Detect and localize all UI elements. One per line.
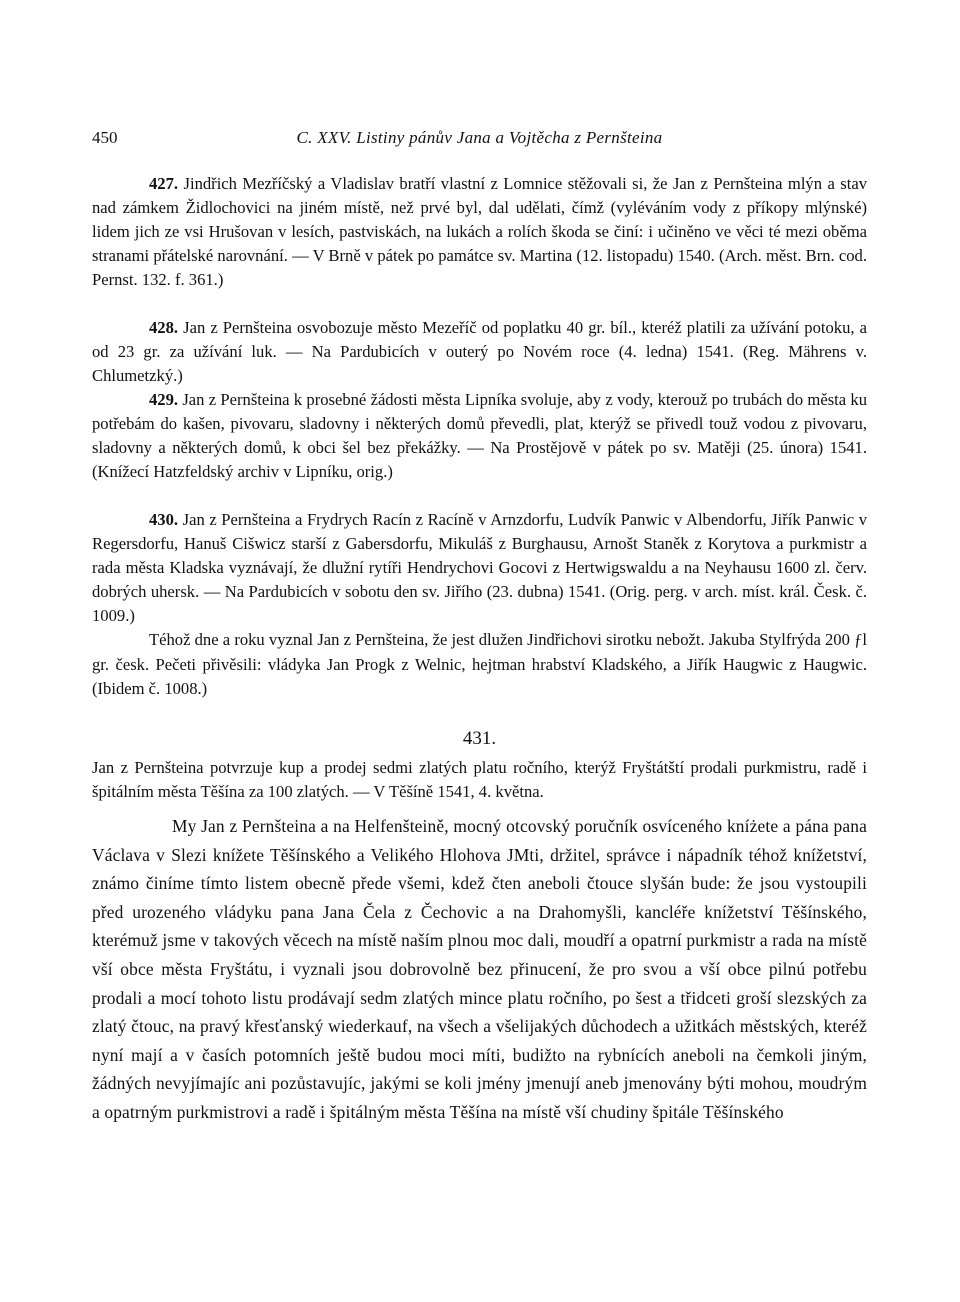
page-header (92, 128, 867, 152)
document-body (92, 812, 867, 1127)
entry-427 (92, 172, 867, 292)
regest-text: Jan z Pernšteina potvrzuje kup a prodej sedmi zlatých platu ročního, kterýž Fryštátští prodali purkmistru, radě i špitálním města Těšína za 100 zlatých. — V Těšíně 1541, 4. května. (92, 758, 867, 802)
entry-text: Jindřich Mezříčský a Vladislav bratří vlastní z Lomnice stěžovali si, že Jan z Pernšteina mlýn a stav nad zámkem Židlochovici na jiném místě, než prvé byl, dal udělati, čímž (vyléváním vody z příkopy mlýnské) lidem jich ze vsi Hrušovan v lesích, pastviskách, na lukách a rolích škoda se činí: i učiněno ve věci té mezi oběma stranami přátelské narovnání. — V Brně v pátek po památce sv. Martina (12. listopadu) 1540. (Arch. měst. Brn. cod. Pernst. 132. f. 361.) (92, 174, 867, 290)
entry-429 (92, 388, 867, 484)
entry-text: Jan z Pernšteina k prosebné žádosti města Lipníka svoluje, aby z vody, kterouž po trubách do města ku potřebám do kašen, pivovaru, sladovny i některých domů převedli, plat, kterýž se přivedl touž vodou z pivovaru, sladovny a některých domů, k obci šel bez překážky. — Na Prostějově v pátek po sv. Matěji (25. února) 1541. (Knížecí Hatzfeldský archiv v Lipníku, orig.) (92, 390, 868, 482)
entry-number: 428. (149, 318, 179, 337)
entry-number: 429. (149, 390, 179, 409)
entry-text: Jan z Pernšteina osvobozuje město Mezeříč od poplatku 40 gr. bíl., kteréž platili za užívání potoku, a od 23 gr. za užívání luk. — Na Pardubicích v outerý po Novém roce (4. ledna) 1541. (Reg. Mährens v. Chlumetzký.) (92, 318, 867, 386)
entry-number: 427. (149, 174, 179, 193)
body-paragraph: My Jan z Pernšteina a na Helfenšteině, mocný otcovský poručník osvíceného kníżete a pána pana Václava v Slezi knížete Těšínského a Velikého Hlohova JMti, držitel, správce i nápadník téhož knížetství, známo činíme tímto listem obecně přede všemi, kdež čten aneboli čtouce slyšán bude: že jsou vystoupili před urozeného vládyku pana Jana Čela z Čechovic a na Drahomyšli, kancléře knížetství Těšínského, kterémuž jsme v takových věcech na místě naším plnou moc dali, moudří a opatrní purkmistr a rada na místě vší obce města Fryštátu, i vyznali jsou dobrovolně bez přinucení, že pro svou a vší obce pilnú potřebu prodali a mocí tohoto listu prodávají sedm zlatých mince platu ročního, po šest a třidceti groší slezských za zlatý čtouc, na pravý křesťanský wiederkauf, na všech a všelijakých důchodech a užitkách městských, kteréž nyní mají a v časích potomních ještě budou moci míti, budižto na rybnících aneboli na čemkoli jiným, žádných nevyjímajíc ani pozůstavujíc, jakými se koli jmény jmenují aneb jmenovány býti mohou, moudrým a opatrným purkmistrovi a radě i špitálným města Těšína na místě vší chudiny špitále Těšínského (92, 816, 867, 1122)
page-number: 450 (92, 128, 118, 147)
entry-continuation: Téhož dne a roku vyznal Jan z Pernšteina, že jest dlužen Jindřichovi sirotku nebožt. Jakuba Stylfrýda 200 ƒl gr. česk. Pečeti přivěsili: vládyka Jan Progk z Welnic, hejtman hrabství Kladského, a Jiřík Haugwic z Haugwic. (Ibidem č. 1008.) (92, 630, 867, 698)
document-regest (92, 756, 867, 804)
entry-428 (92, 316, 867, 388)
document-number: 431. (462, 728, 497, 749)
entry-number: 430. (149, 510, 179, 529)
entry-text: Jan z Pernšteina a Frydrych Racín z Racíně v Arnzdorfu, Ludvík Panwic v Albendorfu, Jiřík Panwic v Regersdorfu, Hanuš Cišwicz starší z Gabersdorfu, Mikuláš z Burghausu, Arnošt Staněk z Korytova a purkmistr a rada města Kladska vyznávají, že dlužní rytíři Hendrychovi Gocovi z Hertwigswaldu a na Neyhausu 1600 zl. červ. dobrých uhersk. — Na Pardubicích v sobotu den sv. Jiřího (23. dubna) 1541. (Orig. perg. v arch. míst. král. Česk. č. 1009.) (92, 510, 867, 626)
entry-430 (92, 508, 867, 701)
running-title: C. XXV. Listiny pánův Jana a Vojtěcha z Pernšteina (296, 128, 663, 147)
